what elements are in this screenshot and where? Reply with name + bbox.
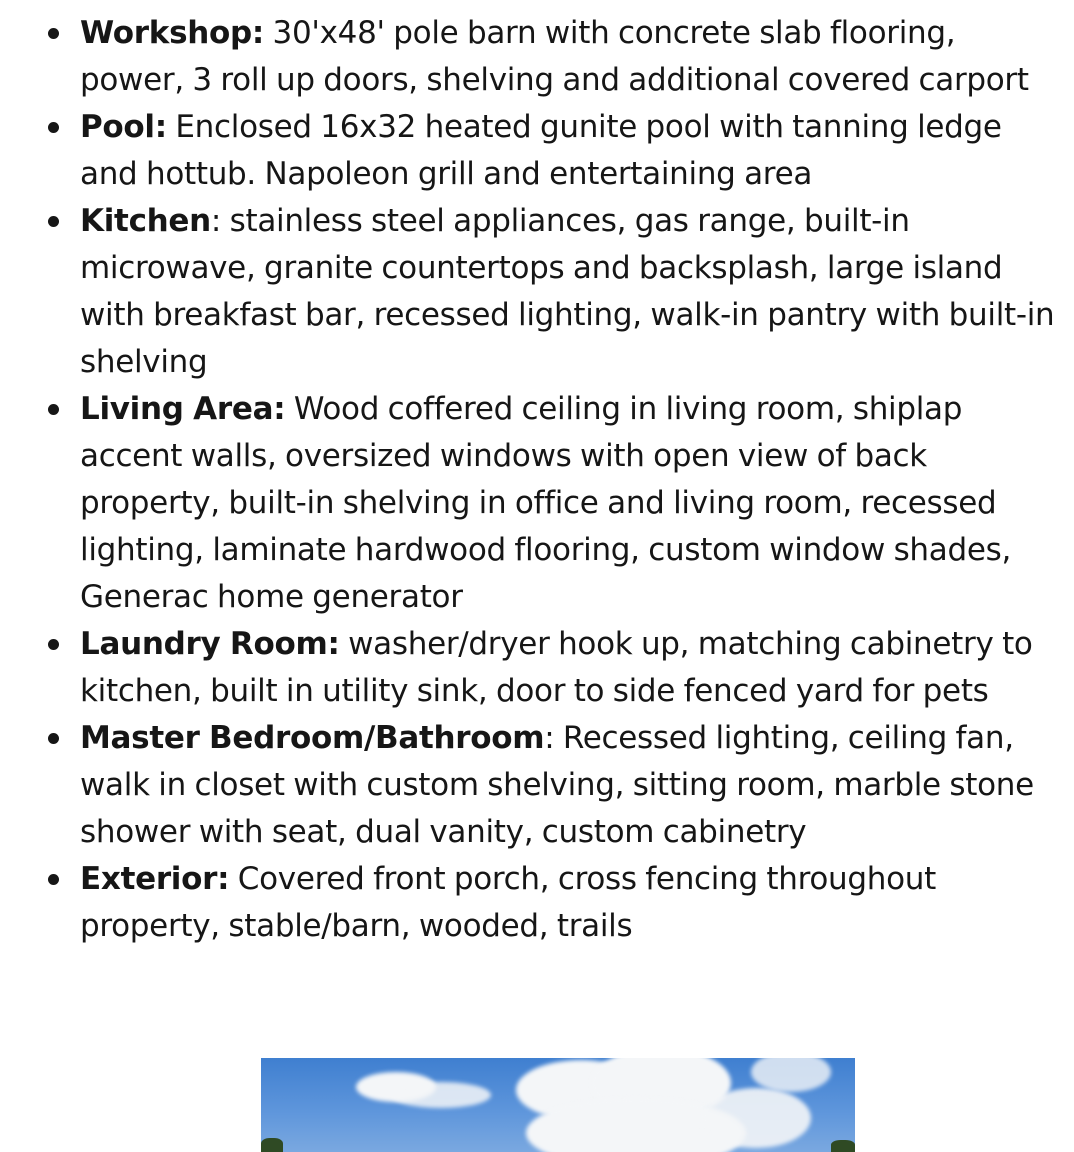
bullet-icon — [48, 874, 59, 885]
cloud-shape — [701, 1088, 811, 1148]
bullet-icon — [48, 122, 59, 133]
feature-item-living-area — [0, 386, 1074, 621]
feature-item-master-bedroom — [0, 715, 1074, 856]
bullet-icon — [48, 404, 59, 415]
feature-label: Laundry Room: — [80, 626, 340, 662]
bullet-icon — [48, 639, 59, 650]
feature-item-workshop — [0, 10, 1074, 104]
feature-item-exterior — [0, 856, 1074, 950]
feature-text: Enclosed 16x32 heated gunite pool with tanning ledge and hottub. Napoleon grill and entertaining area — [80, 109, 1002, 192]
cloud-shape — [751, 1058, 831, 1092]
feature-text: Wood coffered ceiling in living room, shiplap accent walls, oversized windows with open view of back property, built-in shelving in office and living room, recessed lighting, laminate hardwood flooring, custom window shades, Generac home generator — [80, 391, 1012, 615]
feature-item-kitchen — [0, 198, 1074, 386]
feature-text: 30'x48' pole barn with concrete slab flooring, power, 3 roll up doors, shelving and additional covered carport — [80, 15, 1029, 98]
features-list — [0, 10, 1074, 950]
feature-label: Living Area: — [80, 391, 286, 427]
feature-label: Pool: — [80, 109, 167, 145]
feature-item-laundry-room — [0, 621, 1074, 715]
feature-text: : stainless steel appliances, gas range, built-in microwave, granite countertops and backsplash, large island with breakfast bar, recessed lighting, walk-in pantry with built-in shelving — [80, 203, 1055, 380]
bullet-icon — [48, 28, 59, 39]
feature-text: : Recessed lighting, ceiling fan, walk in closet with custom shelving, sitting room, marble stone shower with seat, dual vanity, custom cabinetry — [80, 720, 1034, 850]
feature-label: Workshop: — [80, 15, 264, 51]
feature-label: Kitchen — [80, 203, 211, 239]
feature-label: Master Bedroom/Bathroom — [80, 720, 545, 756]
feature-text: Covered front porch, cross fencing throughout property, stable/barn, wooded, trails — [80, 861, 936, 944]
feature-text: washer/dryer hook up, matching cabinetry to kitchen, built in utility sink, door to side fenced yard for pets — [80, 626, 1033, 709]
bullet-icon — [48, 733, 59, 744]
feature-label: Exterior: — [80, 861, 230, 897]
feature-item-pool — [0, 104, 1074, 198]
bullet-icon — [48, 216, 59, 227]
cloud-shape — [391, 1082, 491, 1108]
tree-shape — [831, 1140, 855, 1152]
tree-shape — [261, 1138, 283, 1152]
property-photo — [261, 1058, 855, 1152]
